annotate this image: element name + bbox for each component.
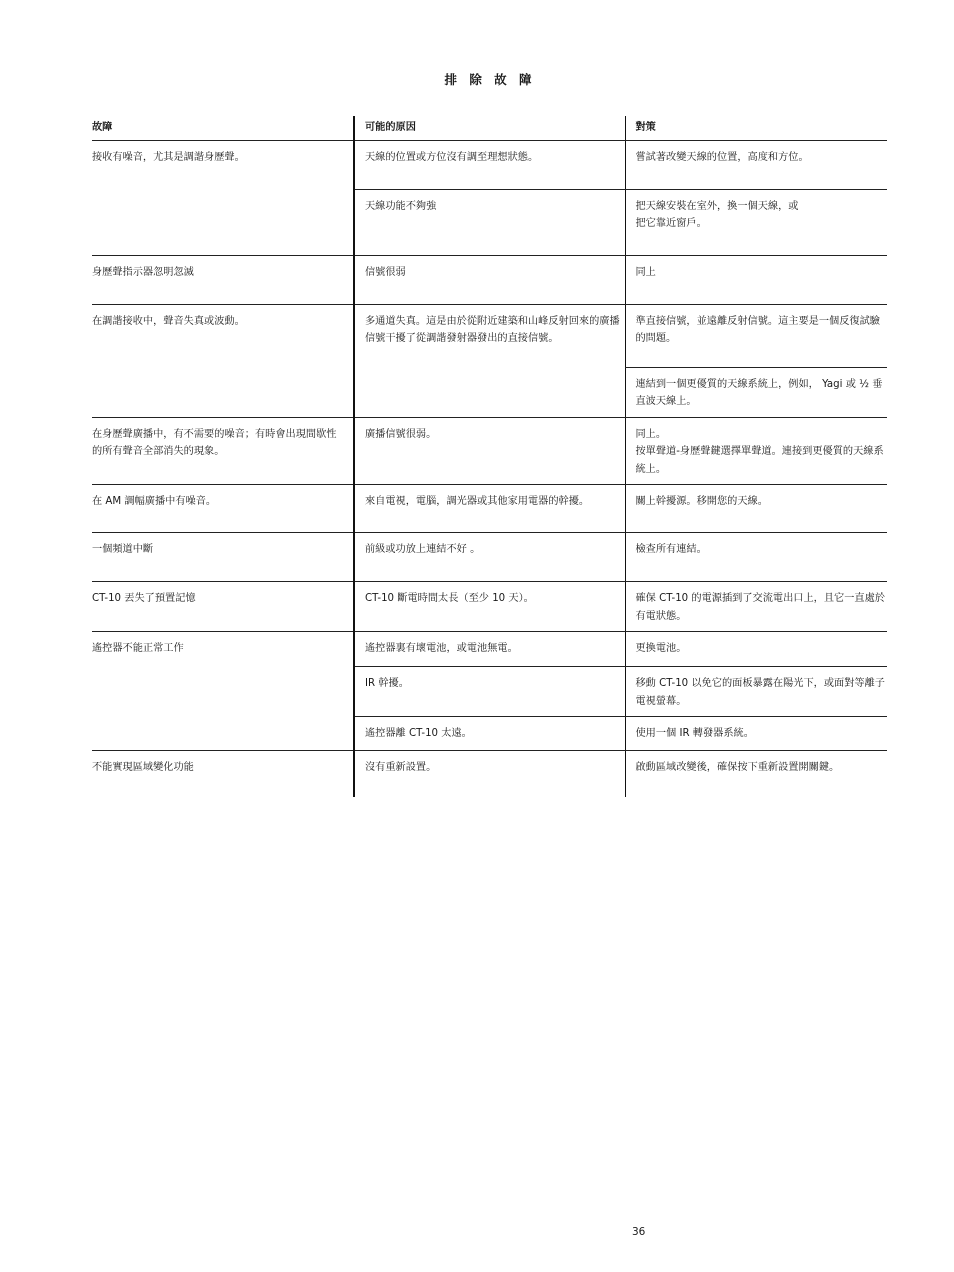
table-row bbox=[92, 140, 887, 189]
cause-cell: 多通道失真。這是由於從附近建築和山峰反射回來的廣播信號干擾了從調諧發射器發出的直接信號。 bbox=[354, 304, 625, 367]
remedy-cell: 關上幹擾源。移開您的天線。 bbox=[625, 485, 887, 533]
problem-cell: CT-10 丟失了預置記憶 bbox=[92, 582, 354, 632]
remedy-cell: 確保 CT-10 的電源插到了交流電出口上，且它一直處於有電狀態。 bbox=[625, 582, 887, 632]
table-row bbox=[92, 533, 887, 582]
cause-cell: 沒有重新設置。 bbox=[354, 751, 625, 798]
page-number: 36 bbox=[632, 1226, 646, 1238]
cause-cell: IR 幹擾。 bbox=[354, 667, 625, 717]
table-header-row bbox=[92, 116, 887, 140]
table-row bbox=[92, 417, 887, 485]
problem-cell: 接收有噪音，尤其是調諧身歷聲。 bbox=[92, 151, 245, 163]
remedy-cell: 更換電池。 bbox=[625, 632, 887, 667]
table-row bbox=[92, 189, 887, 255]
remedy-cell: 同上 bbox=[625, 255, 887, 304]
cause-cell: 遙控器裏有壞電池，或電池無電。 bbox=[354, 632, 625, 667]
cause-cell: 廣播信號很弱。 bbox=[354, 417, 625, 485]
problem-cell: 不能實現區域變化功能 bbox=[92, 762, 194, 773]
problem-cell: 身歷聲指示器忽明忽滅 bbox=[92, 255, 354, 304]
problem-cell bbox=[92, 189, 354, 255]
table-row bbox=[92, 582, 887, 632]
table-row bbox=[92, 255, 887, 304]
remedy-cell: 嘗試著改變天線的位置，高度和方位。 bbox=[625, 140, 887, 189]
header-problem: 故障 bbox=[92, 116, 354, 140]
table-row bbox=[92, 485, 887, 533]
troubleshooting-table bbox=[92, 116, 887, 797]
problem-cell: 在調諧接收中，聲音失真或波動。 bbox=[92, 315, 245, 327]
cause-cell: 天線的位置或方位沒有調至理想狀態。 bbox=[354, 140, 625, 189]
cause-cell: 天線功能不夠強 bbox=[354, 189, 625, 255]
problem-cell: 在身歷聲廣播中，有不需要的噪音；有時會出現間歇性的所有聲音全部消失的現象。 bbox=[92, 417, 354, 485]
cause-cell: 信號很弱 bbox=[354, 255, 625, 304]
table-row bbox=[92, 717, 887, 751]
cause-cell: 前級或功放上連結不好 。 bbox=[354, 533, 625, 582]
table-row bbox=[92, 367, 887, 417]
problem-cell: 在 AM 調幅廣播中有噪音。 bbox=[92, 485, 354, 533]
problem-cell: 遙控器不能正常工作 bbox=[92, 643, 184, 654]
table-row bbox=[92, 632, 887, 667]
table-row bbox=[92, 751, 887, 798]
problem-cell bbox=[92, 717, 354, 751]
remedy-cell: 連結到一個更優質的天線系統上，例如， Yagi 或 ½ 垂直波天線上。 bbox=[625, 367, 887, 417]
remedy-cell: 準直接信號，並遠離反射信號。這主要是一個反復試驗的問題。 bbox=[625, 304, 887, 367]
table-row bbox=[92, 667, 887, 717]
remedy-cell: 把天線安裝在室外，換一個天線，或 把它靠近窗戶。 bbox=[625, 189, 887, 255]
remedy-cell: 移動 CT-10 以免它的面板暴露在陽光下，或面對等離子電視螢幕。 bbox=[625, 667, 887, 717]
problem-cell bbox=[92, 367, 354, 417]
problem-cell: 一個頻道中斷 bbox=[92, 533, 354, 582]
cause-cell bbox=[354, 367, 625, 417]
cause-cell: CT-10 斷電時間太長（至少 10 天）。 bbox=[354, 582, 625, 632]
cause-cell: 來自電視，電腦，調光器或其他家用電器的幹擾。 bbox=[354, 485, 625, 533]
problem-cell bbox=[92, 667, 354, 717]
remedy-cell: 檢查所有連結。 bbox=[625, 533, 887, 582]
header-remedy: 對策 bbox=[625, 116, 887, 140]
table-row bbox=[92, 304, 887, 367]
page-title: 排 除 故 障 bbox=[444, 72, 536, 87]
remedy-cell: 啟動區域改變後，確保按下重新設置開關鍵。 bbox=[625, 751, 887, 798]
remedy-cell: 同上。 按單聲道-身歷聲鍵選擇單聲道。連接到更優質的天線系統上。 bbox=[625, 417, 887, 485]
remedy-cell: 使用一個 IR 轉發器系統。 bbox=[625, 717, 887, 751]
header-cause: 可能的原因 bbox=[354, 116, 625, 140]
cause-cell: 遙控器離 CT-10 太遠。 bbox=[354, 717, 625, 751]
